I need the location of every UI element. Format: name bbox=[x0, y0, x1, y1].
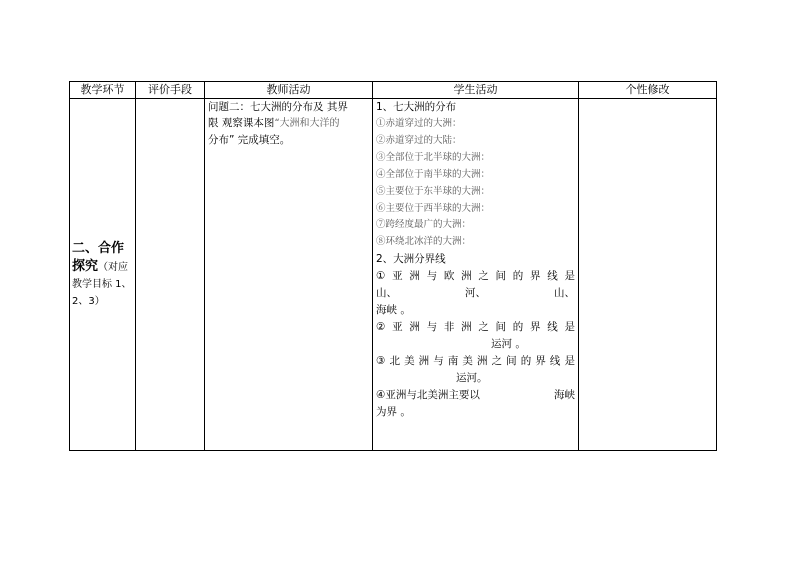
boundary-1-word-2: 河、 bbox=[465, 287, 486, 300]
header-teacher-activity: 教师活动 bbox=[205, 82, 373, 99]
lesson-plan-table bbox=[69, 81, 717, 451]
header-row bbox=[70, 82, 717, 99]
teacher-line-3 bbox=[208, 132, 369, 148]
teacher-line-3b: 完成填空。 bbox=[237, 134, 291, 146]
content-row bbox=[70, 99, 717, 451]
boundary-2-line-2: 运河 。 bbox=[491, 338, 526, 351]
boundary-4-line-2: 为界 。 bbox=[376, 406, 411, 419]
boundary-1-line-2 bbox=[376, 285, 575, 302]
header-personal-revision: 个性修改 bbox=[579, 82, 717, 99]
list-item: ④全部位于南半球的大洲： bbox=[376, 168, 491, 180]
evaluation-cell bbox=[136, 99, 205, 451]
list-item: ⑧环绕北冰洋的大洲： bbox=[376, 236, 472, 248]
boundary-1-line-1: ①亚洲与欧洲之间的界线是 bbox=[376, 270, 575, 283]
boundary-3-line-2: 运河。 bbox=[456, 372, 488, 385]
stage-title: 二、合作探究 bbox=[72, 240, 125, 274]
header-stage: 教学环节 bbox=[70, 82, 136, 99]
boundary-4-line-1a: ④亚洲与北美洲主要以 bbox=[376, 389, 480, 402]
boundary-2-line-1: ②亚洲与非洲之间的界线是 bbox=[376, 321, 575, 334]
list-item: ②赤道穿过的大陆： bbox=[376, 134, 462, 146]
teacher-line-1: 问题二：七大洲的分布及 其界 bbox=[208, 101, 348, 113]
student-activity-cell bbox=[373, 99, 579, 451]
stage-note: （对应教学目标 1、2、3） bbox=[72, 261, 132, 307]
boundary-1-line-3: 海峡 。 bbox=[376, 304, 411, 317]
boundary-4-line-1 bbox=[376, 387, 575, 404]
list-item: ⑦跨经度最广的大洲： bbox=[376, 219, 472, 231]
teacher-line-3a: 分布” bbox=[208, 134, 235, 146]
stage-cell bbox=[70, 99, 136, 451]
list-item: ⑥主要位于西半球的大洲： bbox=[376, 202, 491, 214]
list-item: ①赤道穿过的大洲： bbox=[376, 118, 462, 129]
list-item: ⑤主要位于东半球的大洲： bbox=[376, 185, 491, 197]
teacher-line-2 bbox=[208, 115, 369, 132]
teacher-activity-cell bbox=[205, 99, 373, 451]
boundary-1-word-3: 山、 bbox=[554, 287, 575, 300]
boundary-3-line-1: ③北美洲与南美洲之间的界线是 bbox=[376, 355, 575, 368]
student-heading-1: 1、七大洲的分布 bbox=[376, 101, 457, 113]
list-item: ③全部位于北半球的大洲： bbox=[376, 151, 491, 163]
header-evaluation: 评价手段 bbox=[136, 82, 205, 99]
boundary-1-word-1: 山、 bbox=[376, 287, 397, 300]
teacher-line-2a: 限 观察课本图 bbox=[208, 117, 275, 129]
personal-revision-cell bbox=[579, 99, 717, 451]
teacher-line-2b: “大洲和大洋的 bbox=[274, 118, 340, 129]
header-student-activity: 学生活动 bbox=[373, 82, 579, 99]
boundary-4-line-1b: 海峡 bbox=[554, 389, 575, 402]
student-heading-2: 2、大洲分界线 bbox=[376, 253, 446, 266]
